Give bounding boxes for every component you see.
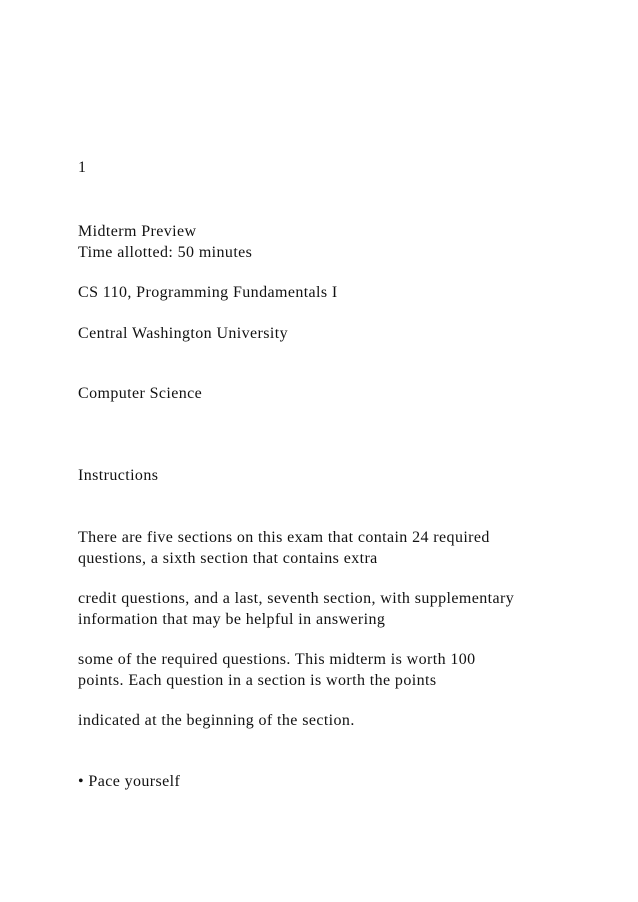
instructions-heading: Instructions	[78, 467, 159, 484]
department-name: Computer Science	[78, 385, 203, 402]
paragraph-line: some of the required questions. This midterm is worth 100	[78, 651, 476, 668]
course-name: CS 110, Programming Fundamentals I	[78, 284, 338, 301]
paragraph-line: information that may be helpful in answering	[78, 611, 386, 628]
page-number: 1	[78, 159, 87, 176]
page-title: Midterm Preview	[78, 223, 197, 240]
paragraph-line: There are five sections on this exam that contain 24 required	[78, 529, 490, 546]
paragraph-line: points. Each question in a section is worth the points	[78, 672, 437, 689]
paragraph-line: questions, a sixth section that contains extra	[78, 550, 378, 567]
time-allotted: Time allotted: 50 minutes	[78, 244, 253, 261]
university-name: Central Washington University	[78, 325, 288, 342]
paragraph-line: credit questions, and a last, seventh section, with supplementary	[78, 590, 515, 607]
bullet-item: • Pace yourself	[78, 773, 181, 790]
paragraph-line: indicated at the beginning of the section.	[78, 712, 355, 729]
